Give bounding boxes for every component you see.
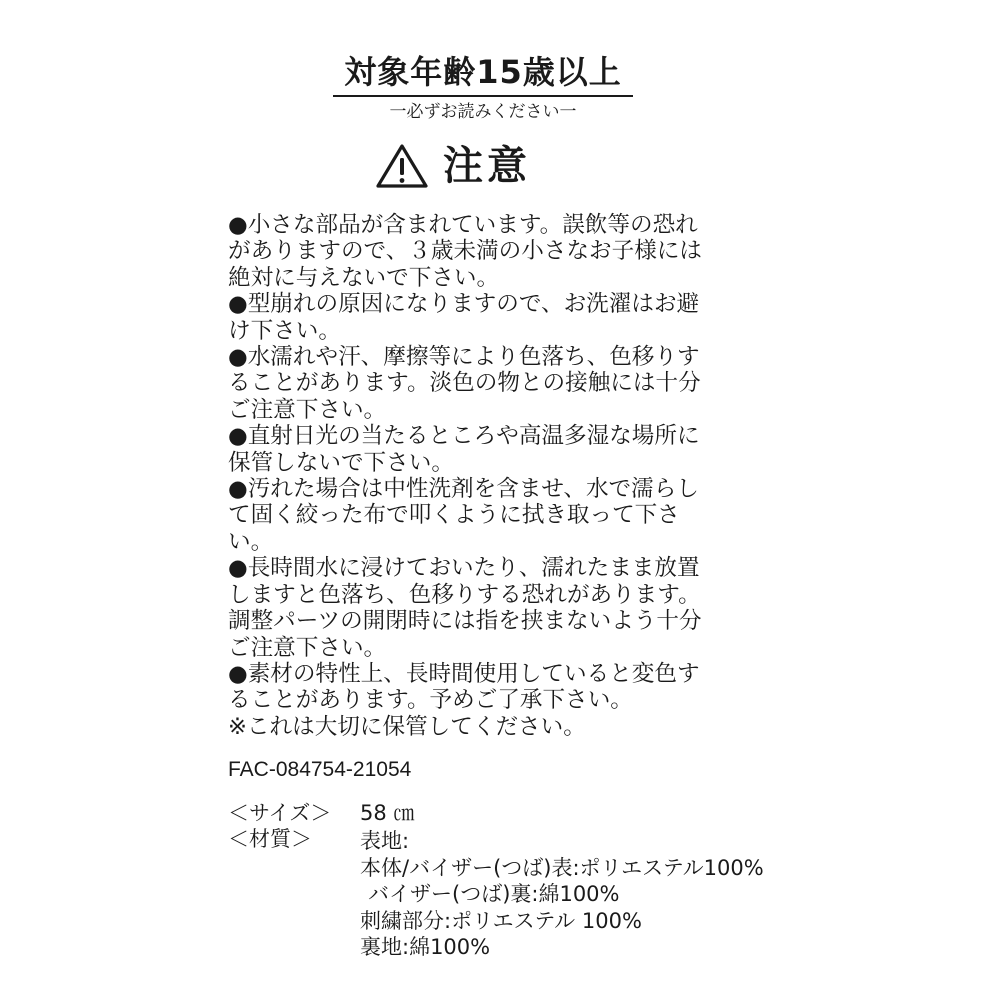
size-label: ＜サイズ＞ (228, 801, 332, 825)
note-line: 調整パーツの開閉時には指を挟まないよう十分 (228, 608, 702, 635)
caution-notes-list (228, 212, 788, 740)
caution-header (375, 140, 531, 192)
size-value: 58 ㎝ (360, 801, 415, 825)
material-item: 刺繍部分:ポリエステル 100% (360, 908, 642, 933)
material-item: 本体/バイザー(つば)表:ポリエステル100% (360, 855, 764, 880)
note-line: ご注意下さい。 (228, 634, 387, 661)
note-line: ●直射日光の当たるところや高温多湿な場所に (228, 423, 700, 450)
note-line: け下さい。 (228, 317, 341, 344)
note-line: ●小さな部品が含まれています。誤飲等の恐れ (228, 212, 698, 238)
age-notice-heading: 対象年齢15歳以上 (344, 53, 622, 91)
caution-title: 注意 (443, 143, 531, 189)
note-line: ●長時間水に浸けておいたり、濡れたまま放置 (228, 555, 700, 582)
note-line: い。 (228, 528, 274, 555)
material-item: 裏地:綿100% (360, 935, 491, 960)
note-line: ●型崩れの原因になりますので、お洗濯はお避 (228, 291, 700, 318)
product-code: FAC-084754-21054 (228, 758, 412, 781)
note-line: ●素材の特性上、長時間使用していると変色す (228, 660, 700, 687)
material-label: ＜材質＞ (228, 827, 312, 851)
heading-underline (333, 95, 633, 97)
note-line: 保管しないで下さい。 (228, 449, 454, 476)
note-line: しますと色落ち、色移りする恐れがあります。 (228, 581, 701, 608)
warning-triangle-icon (375, 142, 429, 190)
read-notice: 一必ずお読みください一 (389, 102, 577, 122)
note-line: ●水濡れや汗、摩擦等により色落ち、色移りす (228, 344, 700, 371)
note-line: て固く絞った布で叩くように拭き取って下さ (228, 502, 680, 529)
material-list (360, 828, 764, 961)
note-line: ●汚れた場合は中性洗剤を含ませ、水で濡らし (228, 476, 699, 503)
note-line: があります​ので、３歳未満の小さなお子様には (228, 238, 703, 265)
note-line: ご注意下さい。 (228, 396, 387, 423)
material-item: 表地: (360, 829, 410, 853)
note-line: ることがあります。予めご了承下さい。 (228, 687, 633, 714)
note-line: ※これは大切に保管してください。 (228, 713, 586, 740)
note-line: 絶対に与えないで下さい。 (228, 264, 500, 291)
note-line: ることがあります。淡色の物との接触には十分 (228, 370, 701, 397)
material-item: バイザー(つば)裏:綿100% (368, 882, 620, 907)
